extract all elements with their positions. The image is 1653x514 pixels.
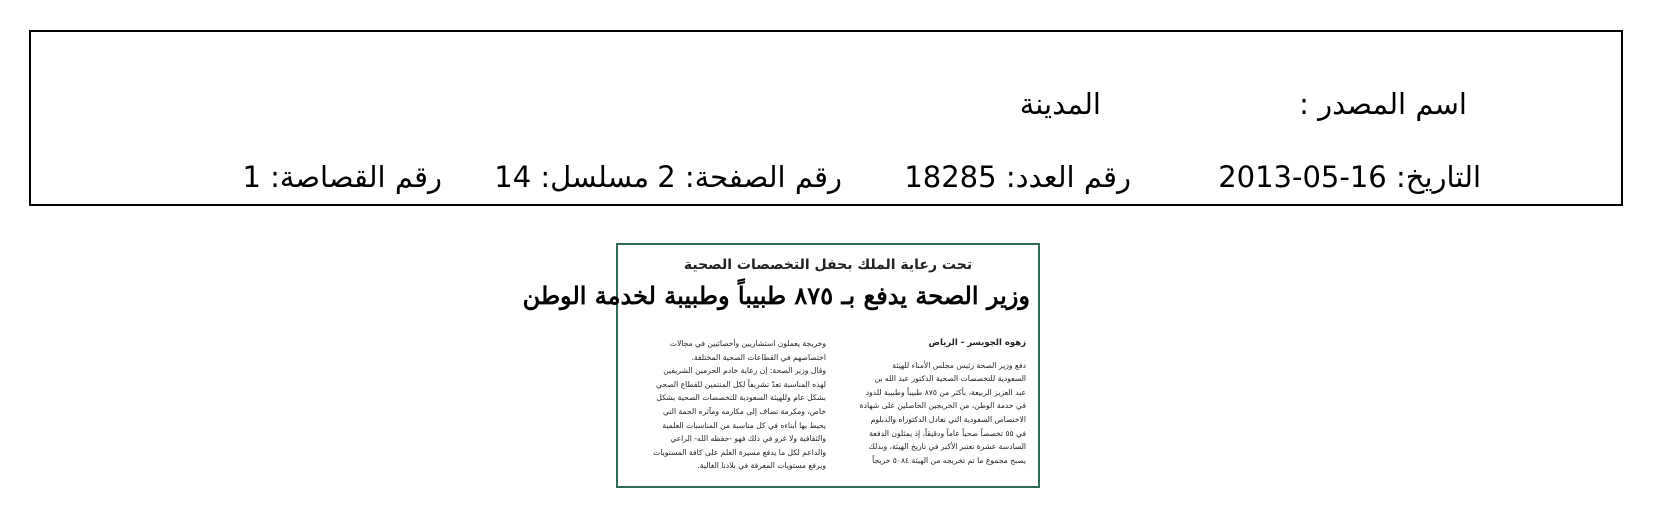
- page-label: رقم الصفحة:: [684, 160, 842, 194]
- article-line: السعودية للتخصصات الصحية الدكتور عبد الله بن: [874, 374, 1026, 384]
- article-line: الاختصاص السعودية التي تعادل الدكتوراه والدبلوم: [870, 414, 1026, 424]
- article-line: في ٥٥ تخصصاً صحياً عاماً ودقيقاً، إذ يمثلون الدفعة: [869, 428, 1026, 438]
- source-value: المدينة: [1019, 87, 1101, 121]
- clip-label: رقم القصاصة:: [270, 160, 442, 194]
- issue-label: رقم العدد:: [1005, 160, 1131, 194]
- article-line: وخريجة يعملون استشاريين وأخصائيين في مجالات: [669, 339, 826, 348]
- article-line: يحيط بها أبناءه في كل مناسبة من المناسبات العلمية: [662, 420, 826, 430]
- article-line: في خدمة الوطن، من الخريجين الحاصلين على شهادة: [859, 401, 1026, 411]
- article-line: بشكل عام وللهيئة السعودية للتخصصات الصحية بشكل: [656, 393, 826, 403]
- article-byline: زهوه الجويسر - الرياض: [928, 338, 1026, 348]
- page-field: [657, 160, 842, 194]
- serial-field: [494, 160, 649, 194]
- serial-value: 14: [494, 160, 532, 194]
- article-line: والداعم لكل ما يدفع مسيرة العلم على كافة المستويات: [653, 447, 826, 457]
- page-value: 2: [657, 160, 676, 194]
- serial-label: مسلسل:: [540, 160, 649, 194]
- clip-value: 1: [242, 160, 261, 194]
- article-column-left: [630, 337, 826, 473]
- article-line: والثقافية ولا غرو في ذلك فهو -حفظه الله- الراعي: [670, 434, 826, 444]
- metadata-box: [29, 30, 1623, 206]
- date-value: 2013-05-16: [1218, 160, 1387, 194]
- clip-field: [242, 160, 442, 194]
- date-field: [1218, 160, 1481, 194]
- article-line: لهذه المناسبة تعدّ تشريفاً لكل المنتمين للقطاع الصحي: [655, 379, 826, 389]
- article-line: السادسة عشرة تعتبر الأكبر في تاريخ الهيئة، وبذلك: [868, 442, 1026, 452]
- date-label: التاريخ:: [1395, 160, 1481, 194]
- article-line: ويرفع مستويات المعرفة في بلادنا الغالية.: [697, 461, 826, 471]
- newspaper-clipping: [522, 243, 1040, 488]
- article-column-right: [830, 337, 1026, 467]
- article-line: خاص، ومكرمة تضاف إلى مكارمه ومآثره الجمة التي: [663, 406, 826, 416]
- article-line: دفع وزير الصحة رئيس مجلس الأمناء للهيئة: [892, 360, 1026, 370]
- article-line: اختصاصهم في القطاعات الصحية المختلفة.: [691, 352, 826, 362]
- issue-value: 18285: [904, 160, 997, 194]
- article-line: عبد العزيز الربيعة، بأكثر من ٨٧٥ طبيباً وطبيبة للذود: [865, 387, 1026, 397]
- source-label: اسم المصدر :: [1299, 87, 1467, 121]
- article-line: وقال وزير الصحة: إن رعاية خادم الحرمين الشريفين: [663, 366, 826, 376]
- issue-field: [904, 160, 1131, 194]
- article-kicker: تحت رعاية الملك بحفل التخصصات الصحية: [683, 257, 973, 273]
- article-headline: وزير الصحة يدفع بـ ٨٧٥ طبيباً وطبيبة لخدمة الوطن: [522, 281, 1030, 310]
- article-line: يصبح مجموع ما تم تخريجه من الهيئة ٥٠٨٤ خريجاً: [872, 455, 1026, 465]
